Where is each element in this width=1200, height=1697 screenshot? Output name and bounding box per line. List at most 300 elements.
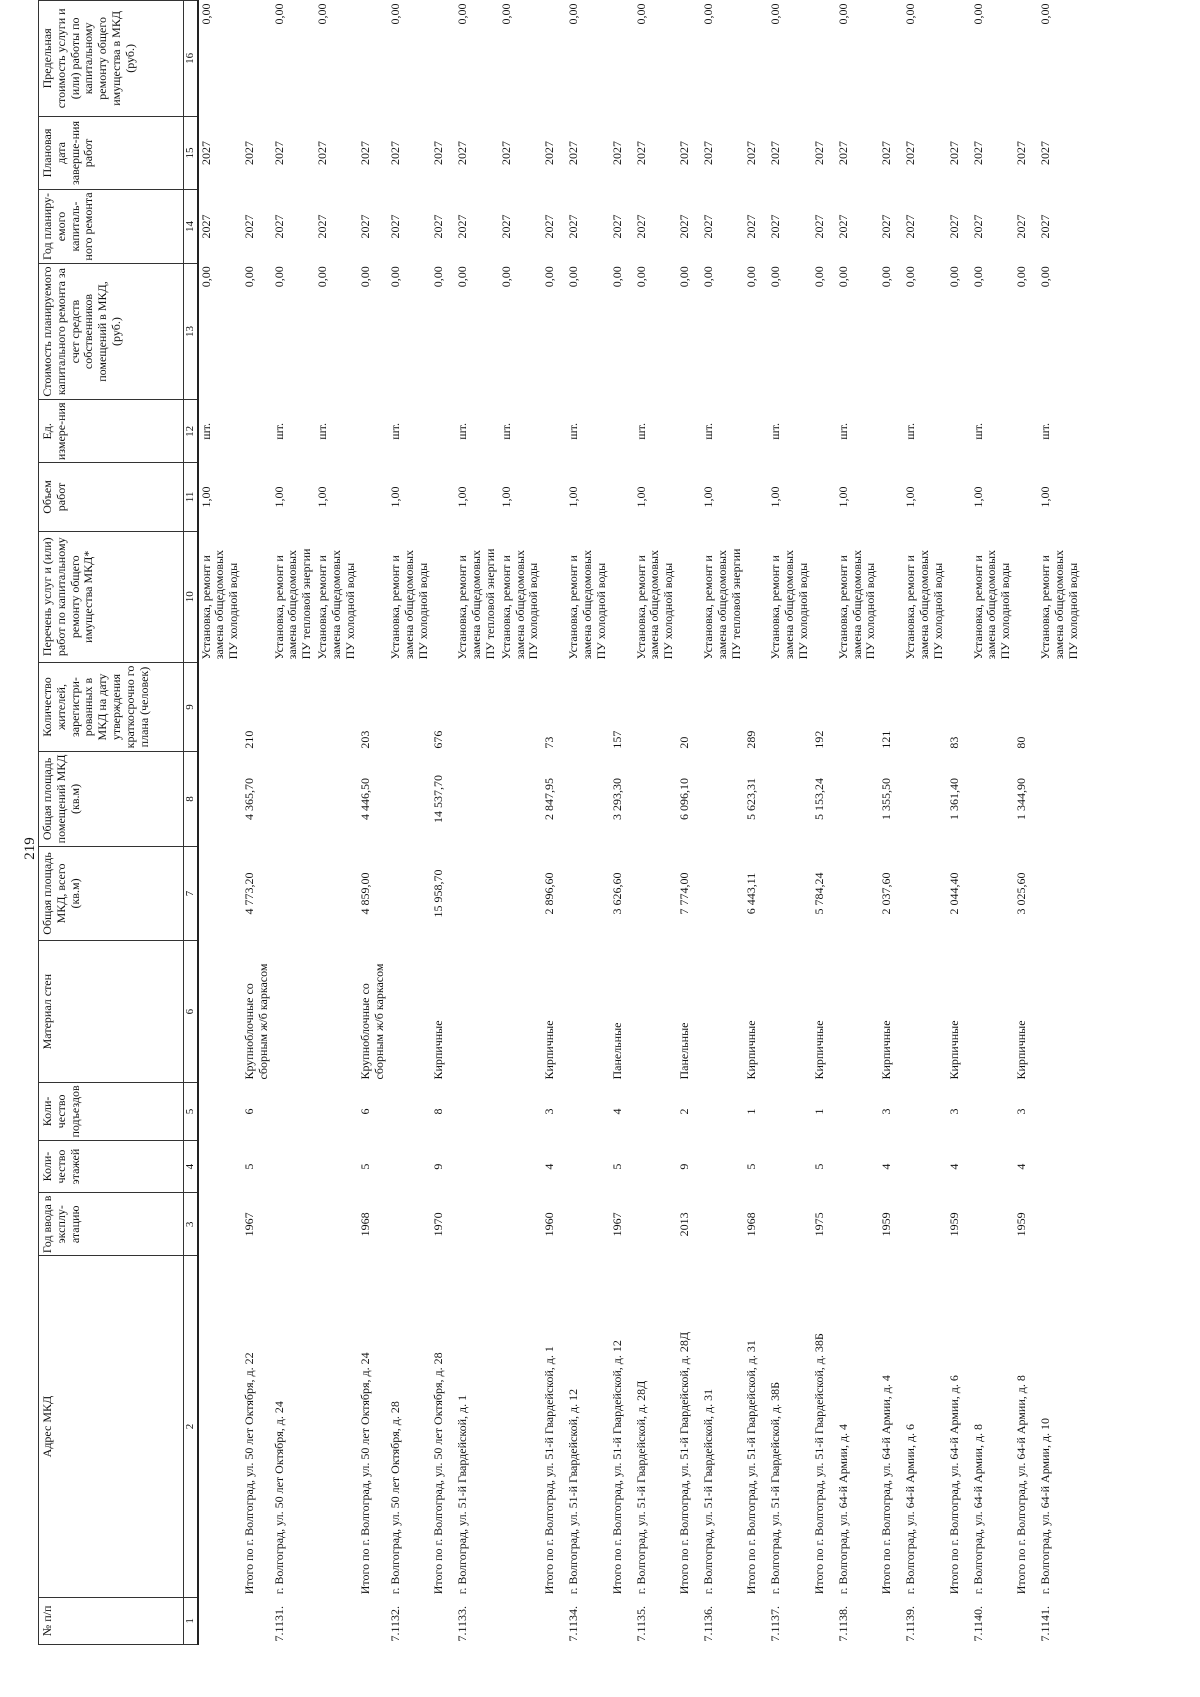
row-year: 2013 (676, 1212, 691, 1237)
row-floors (1038, 1140, 1081, 1193)
row-unit (879, 400, 903, 463)
header-row (39, 1, 184, 1645)
row-area-premises (903, 752, 946, 847)
col-number: 11 (184, 463, 198, 531)
table-row (768, 1, 811, 1645)
row-unit: шт. (1037, 423, 1052, 440)
row-floors (455, 1140, 498, 1193)
row-end-year: 2027 (271, 140, 286, 165)
row-year (903, 1193, 946, 1256)
row-unit (242, 400, 272, 463)
row-material: Кирпичные (744, 1020, 759, 1080)
row-floors (836, 1140, 879, 1193)
row-address: Итого по г. Волгоград, ул. 50 лет Октября, д. 28 (431, 1352, 446, 1595)
row-work (812, 531, 836, 662)
row-area-total: 5 784,24 (811, 872, 826, 915)
row-end-year: 2027 (1013, 140, 1028, 165)
row-area-total: 6 443,11 (744, 872, 759, 915)
row-entrances (566, 1083, 609, 1141)
row-plan-year: 2027 (542, 214, 557, 239)
row-floors: 4 (542, 1163, 557, 1170)
row-volume: 1,00 (1037, 486, 1052, 508)
row-number (610, 1597, 634, 1644)
row-area-total (198, 846, 242, 941)
row-cost: 0,00 (700, 266, 715, 288)
row-area-total: 2 896,60 (542, 872, 557, 915)
table-row (566, 1, 609, 1645)
row-volume (542, 463, 566, 531)
row-cost: 0,00 (768, 266, 783, 288)
row-year: 1959 (879, 1212, 894, 1237)
row-address: Итого по г. Волгоград, ул. 51-й Гвардейской, д. 31 (744, 1340, 759, 1595)
row-volume: 1,00 (768, 486, 783, 508)
row-plan-year: 2027 (879, 214, 894, 239)
row-floors (768, 1140, 811, 1193)
row-plan-year: 2027 (744, 214, 759, 239)
row-end-year: 2027 (455, 140, 470, 165)
row-area-premises (701, 752, 744, 847)
header-cell-floors: Коли-чество этажей (39, 1140, 184, 1193)
row-area-total: 3 025,60 (1013, 872, 1028, 915)
table-row-total (610, 1, 634, 1645)
header-cell-area-premises: Общая площадь помещений МКД (кв.м) (39, 752, 184, 847)
row-unit: шт. (700, 423, 715, 440)
row-floors (388, 1140, 431, 1193)
row-work (677, 531, 701, 662)
row-residents: 83 (946, 736, 961, 749)
row-residents (455, 662, 498, 751)
row-volume: 1,00 (388, 486, 402, 508)
row-area-total (634, 846, 677, 941)
row-work: Установка, ремонт и замена общедомовых ПУ холодной воды (198, 549, 241, 660)
row-limit: 0,00 (388, 3, 402, 25)
row-work (431, 531, 455, 662)
row-address: Итого по г. Волгоград, ул. 64-й Армии, д. 4 (879, 1375, 894, 1595)
row-area-premises: 4 365,70 (242, 777, 257, 820)
row-area-total (768, 846, 811, 941)
row-limit (677, 1, 701, 117)
row-volume: 1,00 (315, 486, 330, 508)
row-end-year: 2027 (835, 140, 850, 165)
row-work (879, 531, 903, 662)
row-cost: 0,00 (358, 266, 373, 288)
row-limit (542, 1, 566, 117)
row-number: 7.1135. (633, 1605, 648, 1642)
row-year: 1970 (431, 1212, 446, 1237)
row-plan-year: 2027 (903, 214, 918, 239)
row-unit (1014, 400, 1038, 463)
row-entrances: 3 (542, 1108, 557, 1115)
row-number: 7.1131. (271, 1605, 286, 1642)
col-number: 3 (184, 1193, 198, 1256)
row-material (971, 941, 1014, 1083)
row-year: 1959 (946, 1212, 961, 1237)
row-residents (499, 662, 542, 751)
row-end-year: 2027 (358, 140, 373, 165)
row-area-total (566, 846, 609, 941)
row-volume: 1,00 (970, 486, 985, 508)
row-cost: 0,00 (566, 266, 581, 288)
row-entrances (836, 1083, 879, 1141)
row-address (198, 1256, 242, 1597)
row-address (499, 1256, 542, 1597)
row-residents (971, 662, 1014, 751)
row-entrances: 4 (609, 1108, 624, 1115)
row-limit (242, 1, 272, 117)
row-work (358, 531, 388, 662)
row-plan-year: 2027 (455, 214, 470, 239)
column-number-row (184, 1, 198, 1645)
row-unit: шт. (903, 423, 918, 440)
row-floors: 9 (676, 1163, 691, 1170)
row-floors (903, 1140, 946, 1193)
row-volume: 1,00 (271, 486, 286, 508)
row-residents (1038, 662, 1081, 751)
row-entrances (198, 1083, 242, 1141)
row-volume (879, 463, 903, 531)
row-number: 7.1137. (768, 1605, 783, 1642)
row-entrances: 6 (242, 1108, 257, 1115)
row-residents (701, 662, 744, 751)
row-number (677, 1597, 701, 1644)
table-row (1038, 1, 1081, 1645)
row-cost: 0,00 (315, 266, 330, 288)
row-end-year: 2027 (903, 140, 918, 165)
table-row (315, 1, 358, 1645)
table-row-total (1014, 1, 1038, 1645)
col-number: 13 (184, 263, 198, 400)
row-limit (610, 1, 634, 117)
col-number: 7 (184, 846, 198, 941)
row-limit (431, 1, 455, 117)
row-cost: 0,00 (744, 266, 759, 288)
row-work: Установка, ремонт и замена общедомовых ПУ холодной воды (498, 549, 541, 660)
row-limit (879, 1, 903, 117)
row-work (542, 531, 566, 662)
row-address: г. Волгоград, ул. 64-й Армии, д. 8 (970, 1423, 985, 1595)
header-cell-area-total: Общая площадь МКД, всего (кв.м) (39, 846, 184, 941)
row-number (242, 1597, 272, 1644)
row-year: 1967 (242, 1212, 257, 1237)
header-cell-residents: Количество жителей, зарегистри-рованных в МКД на дату утверждения краткосрочно го плана (человек) (39, 662, 184, 751)
row-limit (947, 1, 971, 117)
row-floors (315, 1140, 358, 1193)
row-address: г. Волгоград, ул. 50 лет Октября, д. 28 (388, 1401, 402, 1595)
row-number (879, 1597, 903, 1644)
header-cell-volume: Объем работ (39, 463, 184, 531)
header-cell-material: Материал стен (39, 941, 184, 1083)
row-area-premises (634, 752, 677, 847)
row-end-year: 2027 (676, 140, 691, 165)
row-entrances (1038, 1083, 1081, 1141)
row-floors: 5 (242, 1163, 257, 1170)
row-work: Установка, ремонт и замена общедомовых ПУ тепловой энергии (455, 548, 497, 660)
row-plan-year: 2027 (700, 214, 715, 239)
row-floors: 5 (744, 1163, 759, 1170)
col-number: 15 (184, 116, 198, 190)
row-number (198, 1597, 242, 1644)
row-limit: 0,00 (498, 3, 513, 25)
row-work: Установка, ремонт и замена общедомовых ПУ холодной воды (835, 549, 878, 660)
row-material: Панельные (609, 1022, 624, 1080)
row-number: 7.1138. (835, 1605, 850, 1642)
row-residents: 73 (542, 736, 557, 749)
header-cell-address: Адрес МКД (39, 1256, 184, 1597)
row-volume (1014, 463, 1038, 531)
row-entrances: 3 (879, 1108, 894, 1115)
row-entrances: 3 (1013, 1108, 1028, 1115)
row-limit: 0,00 (768, 3, 783, 25)
header-cell-num: № п/п (39, 1597, 184, 1644)
row-material: Кирпичные (946, 1020, 961, 1080)
row-area-premises (1038, 752, 1081, 847)
row-number (1014, 1597, 1038, 1644)
row-floors (499, 1140, 542, 1193)
row-work: Установка, ремонт и замена общедомовых ПУ холодной воды (633, 549, 676, 660)
row-cost: 0,00 (242, 266, 257, 288)
row-residents: 157 (609, 730, 624, 749)
table-row (971, 1, 1014, 1645)
row-entrances: 6 (358, 1108, 373, 1115)
row-material (634, 941, 677, 1083)
header-cell-cost: Стоимость планируемого капитального ремонта за счет средств собственников помещений в МКД, (руб.) (39, 263, 184, 400)
row-floors (634, 1140, 677, 1193)
row-cost: 0,00 (835, 266, 850, 288)
table-row (499, 1, 542, 1645)
row-address: г. Волгоград, ул. 50 лет Октября, д. 24 (271, 1401, 286, 1595)
row-year (499, 1193, 542, 1256)
row-address: г. Волгоград, ул. 51-й Гвардейской, д. 28Д (633, 1380, 648, 1595)
row-material (272, 941, 315, 1083)
row-work: Установка, ремонт и замена общедомовых ПУ холодной воды (315, 549, 357, 660)
row-area-premises: 5 153,24 (811, 777, 826, 820)
row-material: Кирпичные (879, 1020, 894, 1080)
row-entrances: 8 (431, 1108, 446, 1115)
row-work: Установка, ремонт и замена общедомовых ПУ тепловой энергии (700, 548, 743, 660)
row-area-premises (566, 752, 609, 847)
row-end-year: 2027 (879, 140, 894, 165)
row-address: г. Волгоград, ул. 51-й Гвардейской, д. 12 (566, 1388, 581, 1595)
row-year (455, 1193, 498, 1256)
row-residents (315, 662, 358, 751)
row-year: 1975 (811, 1212, 826, 1237)
row-area-total: 7 774,00 (676, 872, 691, 915)
col-number: 9 (184, 662, 198, 751)
row-year (768, 1193, 811, 1256)
table-row-total (542, 1, 566, 1645)
row-area-premises (315, 752, 358, 847)
row-work: Установка, ремонт и замена общедомовых ПУ холодной воды (903, 549, 945, 660)
row-floors: 9 (431, 1163, 446, 1170)
col-number: 2 (184, 1256, 198, 1597)
row-residents: 203 (358, 730, 373, 749)
row-unit: шт. (455, 423, 470, 440)
capital-repair-register-table (38, 0, 1081, 1645)
col-number: 10 (184, 531, 198, 662)
table-body (198, 1, 1082, 1645)
row-residents: 192 (811, 730, 826, 749)
row-address: Итого по г. Волгоград, ул. 51-й Гвардейской, д. 1 (542, 1346, 557, 1595)
row-plan-year: 2027 (498, 214, 513, 239)
row-cost: 0,00 (1037, 266, 1052, 288)
row-area-total: 3 626,60 (609, 872, 624, 915)
row-area-total (388, 846, 431, 941)
col-number: 8 (184, 752, 198, 847)
row-area-premises: 3 293,30 (609, 777, 624, 820)
table-row-total (879, 1, 903, 1645)
row-material (903, 941, 946, 1083)
row-work: Установка, ремонт и замена общедомовых ПУ холодной воды (388, 549, 430, 660)
table-row-total (358, 1, 388, 1645)
row-limit (1014, 1, 1038, 117)
row-floors: 5 (609, 1163, 624, 1170)
row-area-total (455, 846, 498, 941)
row-number (542, 1597, 566, 1644)
row-residents (903, 662, 946, 751)
row-floors: 5 (811, 1163, 826, 1170)
row-area-total (903, 846, 946, 941)
row-area-premises: 14 537,70 (431, 774, 446, 823)
row-number: 7.1133. (455, 1605, 470, 1642)
row-residents: 80 (1013, 736, 1028, 749)
row-unit (358, 400, 388, 463)
row-plan-year: 2027 (271, 214, 286, 239)
row-limit (358, 1, 388, 117)
row-floors (701, 1140, 744, 1193)
row-entrances: 3 (946, 1108, 961, 1115)
row-area-premises (836, 752, 879, 847)
row-unit (812, 400, 836, 463)
row-address: г. Волгоград, ул. 64-й Армии, д. 10 (1037, 1417, 1052, 1595)
row-end-year: 2027 (431, 140, 446, 165)
row-area-premises: 1 344,90 (1013, 777, 1028, 820)
row-plan-year: 2027 (358, 214, 373, 239)
table-row (388, 1, 431, 1645)
row-entrances (971, 1083, 1014, 1141)
row-end-year: 2027 (609, 140, 624, 165)
row-volume (610, 463, 634, 531)
row-area-total (971, 846, 1014, 941)
row-residents (566, 662, 609, 751)
row-limit: 0,00 (566, 3, 581, 25)
row-year (971, 1193, 1014, 1256)
row-volume (358, 463, 388, 531)
row-area-total: 2 037,60 (879, 872, 894, 915)
row-end-year: 2027 (315, 140, 330, 165)
row-year (315, 1193, 358, 1256)
row-area-total (836, 846, 879, 941)
row-area-premises (971, 752, 1014, 847)
row-end-year: 2027 (768, 140, 783, 165)
row-material: Крупноблочные со сборным ж/б каркасом (358, 963, 387, 1080)
row-material (315, 941, 358, 1083)
row-number: 7.1139. (903, 1605, 918, 1642)
row-end-year: 2027 (1037, 140, 1052, 165)
row-work (744, 531, 768, 662)
row-residents (198, 662, 242, 751)
col-number: 16 (184, 1, 198, 117)
row-end-year: 2027 (700, 140, 715, 165)
row-end-year: 2027 (633, 140, 648, 165)
header-cell-entrances: Коли-чество подъездов (39, 1083, 184, 1141)
row-area-premises (272, 752, 315, 847)
row-cost: 0,00 (609, 266, 624, 288)
row-work: Установка, ремонт и замена общедомовых ПУ холодной воды (566, 549, 608, 660)
table-row-total (242, 1, 272, 1645)
row-number: 7.1136. (700, 1605, 715, 1642)
row-cost: 0,00 (946, 266, 961, 288)
row-unit: шт. (835, 423, 850, 440)
row-volume (242, 463, 272, 531)
row-volume: 1,00 (198, 486, 213, 508)
row-residents: 289 (744, 730, 759, 749)
row-material (198, 941, 242, 1083)
row-cost: 0,00 (811, 266, 826, 288)
row-plan-year: 2027 (946, 214, 961, 239)
row-address: г. Волгоград, ул. 64-й Армии, д. 6 (903, 1423, 918, 1595)
row-floors (272, 1140, 315, 1193)
row-number (947, 1597, 971, 1644)
row-end-year: 2027 (744, 140, 759, 165)
row-year (634, 1193, 677, 1256)
row-volume: 1,00 (498, 486, 513, 508)
row-volume: 1,00 (566, 486, 581, 508)
header-cell-year: Год ввода в эксплу-атацию (39, 1193, 184, 1256)
col-number: 1 (184, 1597, 198, 1644)
row-number: 7.1132. (388, 1605, 402, 1642)
row-year: 1967 (609, 1212, 624, 1237)
row-end-year: 2027 (970, 140, 985, 165)
row-number (358, 1597, 388, 1644)
table-row (903, 1, 946, 1645)
row-year (388, 1193, 431, 1256)
row-cost: 0,00 (676, 266, 691, 288)
row-work: Установка, ремонт и замена общедомовых ПУ тепловой энергии (271, 548, 314, 660)
row-cost: 0,00 (498, 266, 513, 288)
row-floors: 4 (1013, 1163, 1028, 1170)
row-area-premises (768, 752, 811, 847)
row-address: г. Волгоград, ул. 51-й Гвардейской, д. 31 (700, 1388, 715, 1595)
row-material: Кирпичные (1013, 1020, 1028, 1080)
row-material: Кирпичные (811, 1020, 826, 1080)
row-unit: шт. (315, 423, 330, 440)
row-address: г. Волгоград, ул. 64-й Армии, д. 4 (835, 1423, 850, 1595)
row-unit: шт. (566, 423, 581, 440)
row-plan-year: 2027 (768, 214, 783, 239)
row-plan-year: 2027 (633, 214, 648, 239)
row-limit: 0,00 (700, 3, 715, 25)
table-row (455, 1, 498, 1645)
row-work (610, 531, 634, 662)
row-unit: шт. (633, 423, 648, 440)
row-limit: 0,00 (835, 3, 850, 25)
row-cost: 0,00 (879, 266, 894, 288)
row-address: г. Волгоград, ул. 51-й Гвардейской, д. 1 (455, 1394, 470, 1595)
row-plan-year: 2027 (242, 214, 257, 239)
row-material (455, 941, 498, 1083)
table-row-total (744, 1, 768, 1645)
table-row-total (677, 1, 701, 1645)
row-year: 1959 (1013, 1212, 1028, 1237)
row-volume: 1,00 (633, 486, 648, 508)
row-unit (677, 400, 701, 463)
row-volume (431, 463, 455, 531)
row-unit (610, 400, 634, 463)
row-number: 7.1134. (566, 1605, 581, 1642)
row-material (836, 941, 879, 1083)
row-plan-year: 2027 (198, 214, 213, 239)
row-unit (431, 400, 455, 463)
